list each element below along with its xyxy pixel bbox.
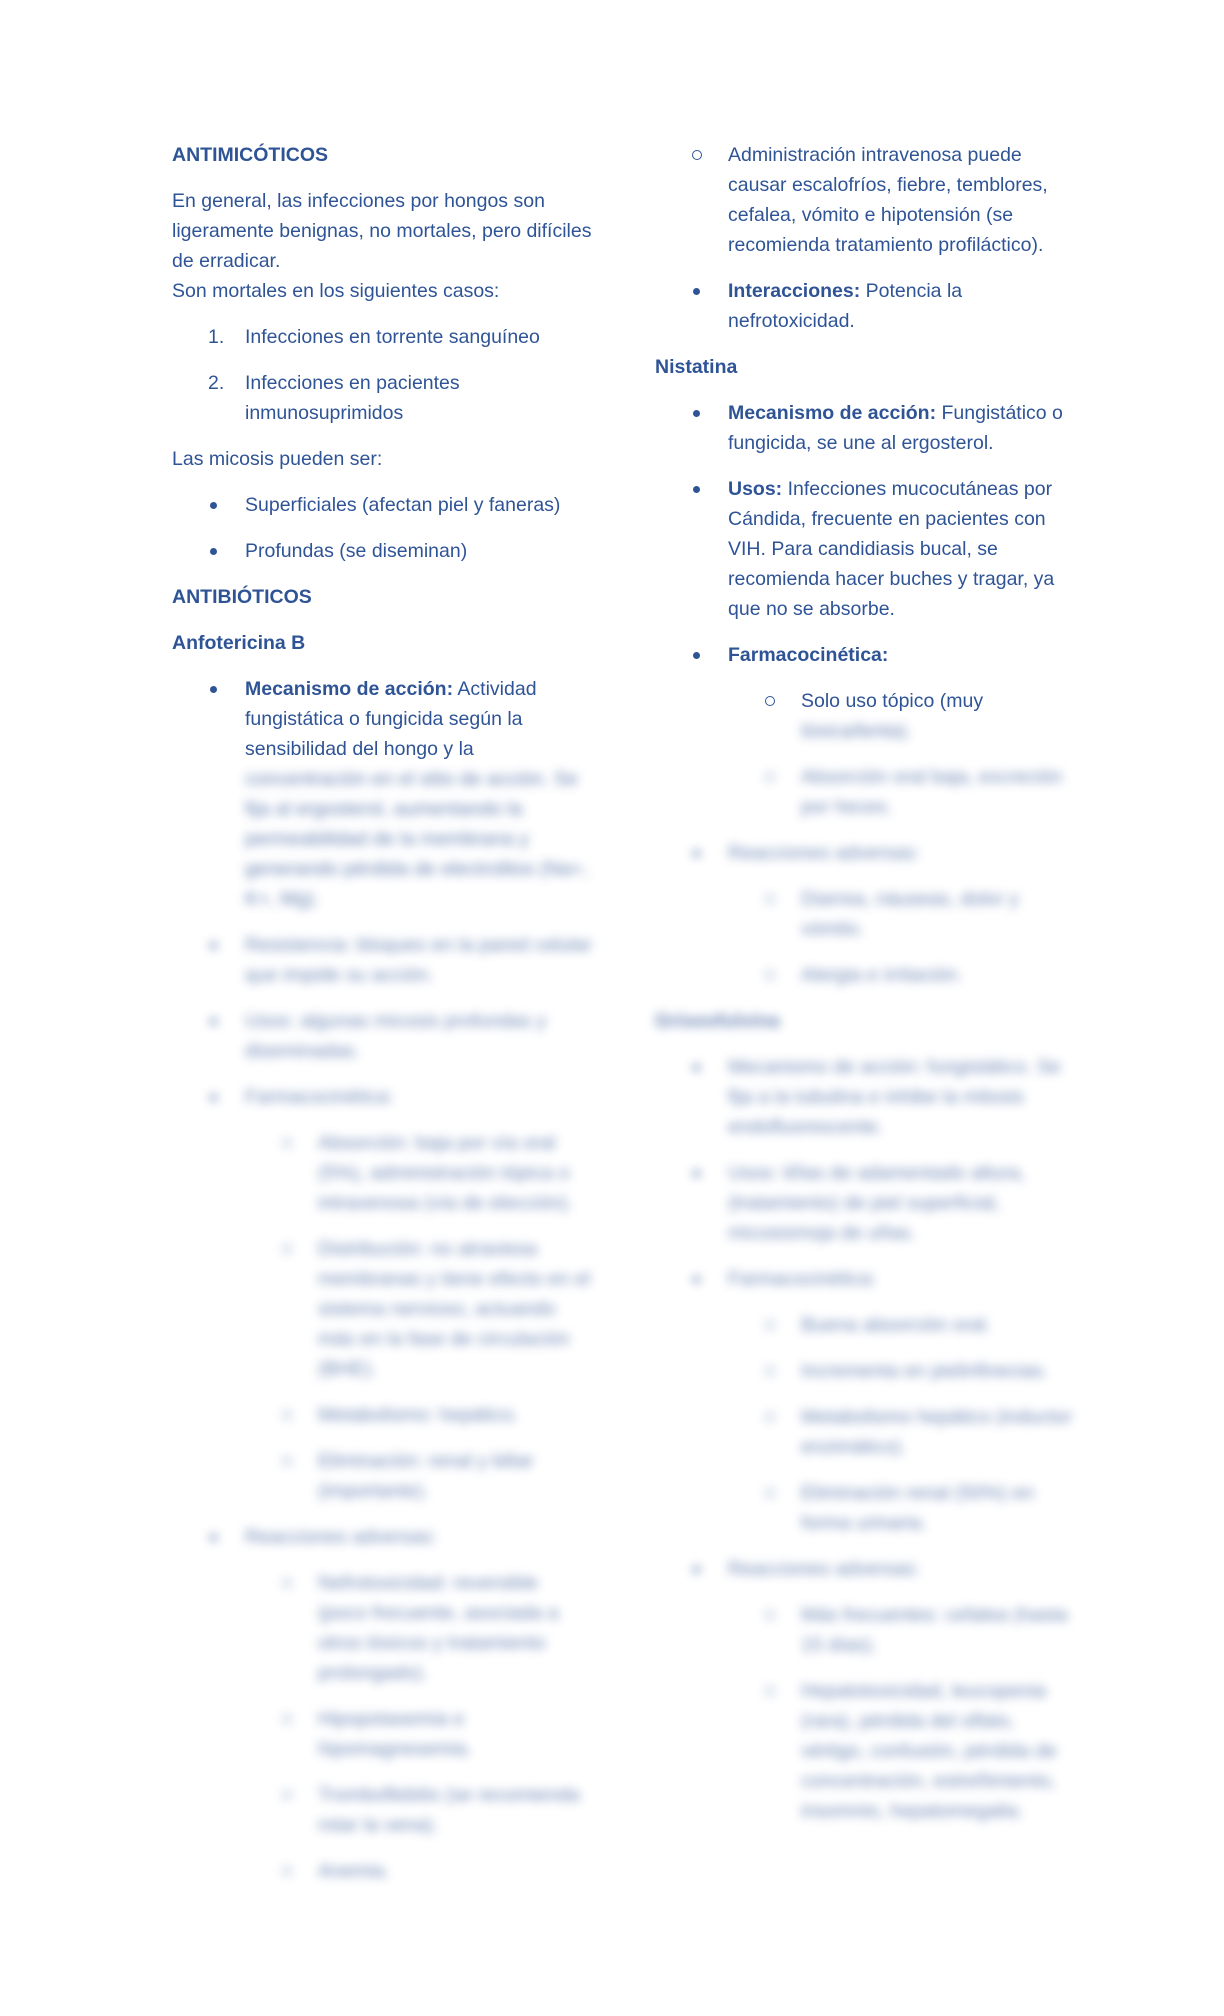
- circle-bullet-icon: [282, 1138, 292, 1148]
- list-item: [655, 276, 1075, 336]
- section-title-nistatina: Nistatina: [655, 356, 738, 378]
- sublist-item: [245, 1704, 592, 1764]
- section-title-anfotericina: Anfotericina B: [172, 632, 306, 654]
- blurred-text: Alergia e irritación.: [801, 964, 963, 986]
- circle-bullet-icon: [282, 1790, 292, 1800]
- bullet-icon: [693, 1566, 700, 1573]
- list-item: [655, 640, 1075, 822]
- sublist-item: [245, 1568, 592, 1688]
- bullet-icon: [693, 1170, 700, 1177]
- blurred-text: Reacciones adversas:: [245, 1526, 437, 1548]
- circle-bullet-icon: [282, 1714, 292, 1724]
- section-title-antibioticos: ANTIBIÓTICOS: [172, 586, 312, 608]
- sublist-item: [728, 1478, 1075, 1538]
- sublist-item: [728, 960, 1075, 990]
- sublist-item: [245, 1128, 592, 1218]
- intro-text-2: Son mortales en los siguientes casos:: [172, 280, 500, 302]
- sublist-item-text: Administración intravenosa puede causar escalofríos, fiebre, temblores, cefalea, vómito e hipotensión (se recomienda tratamiento profiláctico).: [728, 144, 1048, 256]
- item-label: Farmacocinética:: [728, 644, 889, 666]
- sublist-item: [245, 1446, 592, 1506]
- sublist-item: [728, 884, 1075, 944]
- blurred-text: Distribución: no atraviesa membranas y tiene efecto en el sistema nervioso, actuando más en la fase de circulación (BHE).: [318, 1238, 591, 1380]
- section-title-blurred: Griseofulvina: [655, 1010, 780, 1032]
- section-title-antimicoticos: ANTIMICÓTICOS: [172, 144, 328, 166]
- bullet-icon: [210, 942, 217, 949]
- blurred-text: Absorción oral baja, excreción por heces.: [801, 766, 1063, 818]
- list-item: [172, 322, 592, 352]
- list-item-text: Infecciones en pacientes inmunosuprimidos: [245, 372, 460, 424]
- sublist-item: [245, 1234, 592, 1384]
- intro-paragraph: [172, 186, 592, 306]
- right-column: [655, 140, 1075, 1842]
- blurred-text: concentración en el sitio de acción. Se fija al ergosterol, aumentando la permeabilidad de la membrana y generando pérdida de electrolitos (Na+, K+, Mg).: [245, 768, 589, 910]
- sublist-item: [655, 140, 1075, 260]
- circle-bullet-icon: [765, 1488, 775, 1498]
- bullet-icon: [210, 686, 217, 693]
- list-item: [172, 1082, 592, 1506]
- bullet-icon: [210, 1534, 217, 1541]
- circle-bullet-icon: [765, 696, 775, 706]
- micosis-types-list: [172, 490, 592, 566]
- blurred-text: Reacciones adversas:: [728, 1558, 920, 1580]
- circle-bullet-icon: [765, 1412, 775, 1422]
- blurred-text: Anemia.: [318, 1860, 390, 1882]
- item-text: Actividad fungistática o fungicida según la sensibilidad del hongo y la: [245, 678, 537, 760]
- sublist-item: [728, 1310, 1075, 1340]
- sublist-item: [728, 1402, 1075, 1462]
- circle-bullet-icon: [765, 1366, 775, 1376]
- sublist-item: [728, 762, 1075, 822]
- sublist: [245, 1568, 592, 1886]
- bullet-icon: [693, 1276, 700, 1283]
- blurred-text: Hipopotasemia e hipomagnesemia.: [318, 1708, 472, 1760]
- sublist-item: [728, 1356, 1075, 1386]
- sublist-item: [728, 1600, 1075, 1660]
- list-item: [655, 838, 1075, 990]
- blurred-text: Hepatotoxicidad, leucopenia (rara), pérdida del olfato, vértigo, confusión, pérdida de concentración, estreñimiento, insomnio, hepatomegalia.: [801, 1680, 1057, 1822]
- blurred-text: Absorción: baja por vía oral (5%), administración tópica o intravenosa (vía de elección).: [318, 1132, 573, 1214]
- bullet-icon: [693, 288, 700, 295]
- circle-bullet-icon: [765, 772, 775, 782]
- circle-bullet-icon: [282, 1410, 292, 1420]
- blurred-text: Metabolismo hepático (inductor enzimático).: [801, 1406, 1072, 1458]
- item-label: Mecanismo de acción:: [728, 402, 937, 424]
- circle-bullet-icon: [765, 1320, 775, 1330]
- sublist: [728, 1310, 1075, 1538]
- list-number: 2.: [208, 372, 225, 394]
- bullet-icon: [693, 486, 700, 493]
- bullet-icon: [210, 1094, 217, 1101]
- list-item: [172, 368, 592, 428]
- blurred-text: Nefrotoxicidad: reversible (poco frecuente, asociada a otros tóxicos y tratamiento prolongado).: [318, 1572, 559, 1684]
- list-item: [172, 490, 592, 520]
- list-item: [172, 930, 592, 990]
- bullet-icon: [693, 652, 700, 659]
- blurred-text: tóxica/lenta).: [801, 720, 912, 742]
- sublist: [655, 140, 1075, 260]
- bullet-icon: [210, 1018, 217, 1025]
- blurred-text: Eliminación renal (50%) en forma urinaria.: [801, 1482, 1035, 1534]
- list-item-text: Profundas (se diseminan): [245, 540, 468, 562]
- circle-bullet-icon: [765, 1686, 775, 1696]
- list-item: [172, 1006, 592, 1066]
- sublist: [728, 884, 1075, 990]
- bullet-icon: [210, 548, 217, 555]
- micosis-intro: Las micosis pueden ser:: [172, 448, 383, 470]
- item-text: Infecciones mucocutáneas por Cándida, frecuente en pacientes con VIH. Para candidiasis bucal, se recomienda hacer buches y tragar, ya que no se absorbe.: [728, 478, 1055, 620]
- list-item: [655, 1554, 1075, 1826]
- anfotericina-list: [172, 674, 592, 1886]
- blurred-text: Usos: tiñas de adamentado altura, (tratamiento) de piel superficial, micosismoja de uñas.: [728, 1162, 1026, 1244]
- list-number: 1.: [208, 326, 225, 348]
- circle-bullet-icon: [282, 1244, 292, 1254]
- bullet-icon: [210, 502, 217, 509]
- blurred-text: Buena absorción oral.: [801, 1314, 991, 1336]
- list-item-text: Superficiales (afectan piel y faneras): [245, 494, 561, 516]
- item-label: Interacciones:: [728, 280, 861, 302]
- circle-bullet-icon: [282, 1866, 292, 1876]
- sublist-item: [728, 686, 1075, 746]
- list-item: [655, 474, 1075, 624]
- sublist-item-text: Solo uso tópico (muy: [801, 690, 984, 712]
- blurred-text: Farmacocinética:: [728, 1268, 877, 1290]
- circle-bullet-icon: [765, 970, 775, 980]
- bullet-icon: [693, 1064, 700, 1071]
- sublist: [728, 686, 1075, 822]
- item-label: Mecanismo de acción:: [245, 678, 454, 700]
- intro-text: En general, las infecciones por hongos son ligeramente benignas, no mortales, pero difíciles de erradicar.: [172, 190, 592, 272]
- item-text: Fungistático o fungicida, se une al ergosterol.: [728, 402, 1063, 454]
- list-item: [655, 1052, 1075, 1142]
- circle-bullet-icon: [765, 894, 775, 904]
- blurred-list: [655, 1052, 1075, 1826]
- blurred-text: Diarrea, náuseas, dolor y vómito.: [801, 888, 1019, 940]
- circle-bullet-icon: [282, 1456, 292, 1466]
- list-item-text: Infecciones en torrente sanguíneo: [245, 326, 540, 348]
- circle-bullet-icon: [282, 1578, 292, 1588]
- list-item: [172, 674, 592, 914]
- item-label: Usos:: [728, 478, 783, 500]
- bullet-icon: [693, 410, 700, 417]
- list-item: [655, 398, 1075, 458]
- mortal-cases-list: [172, 322, 592, 428]
- circle-bullet-icon: [765, 1610, 775, 1620]
- interacciones-list: [655, 276, 1075, 336]
- nistatina-list: [655, 398, 1075, 990]
- blurred-text: Metabolismo: hepático.: [318, 1404, 519, 1426]
- list-item: [655, 1264, 1075, 1538]
- circle-bullet-icon: [692, 150, 702, 160]
- bullet-icon: [693, 850, 700, 857]
- list-item: [172, 1522, 592, 1886]
- sublist-item: [245, 1400, 592, 1430]
- blurred-text: Mecanismo de acción: fungistático. Se fija a la tubulina e inhibe la mitosis endofluorescente.: [728, 1056, 1061, 1138]
- list-item: [172, 536, 592, 566]
- sublist-item: [728, 1676, 1075, 1826]
- blurred-text: Reacciones adversas:: [728, 842, 920, 864]
- blurred-text: Tromboflebitis (se recomienda rotar la vena).: [318, 1784, 580, 1836]
- blurred-text: Usos: algunas micosis profundas y diseminadas.: [245, 1010, 547, 1062]
- sublist-item: [245, 1780, 592, 1840]
- blurred-text: Farmacocinética:: [245, 1086, 394, 1108]
- blurred-text: Eliminación: renal y biliar (importante).: [318, 1450, 534, 1502]
- sublist: [245, 1128, 592, 1506]
- item-text: Potencia la nefrotoxicidad.: [728, 280, 963, 332]
- sublist-item: [245, 1856, 592, 1886]
- blurred-text: Más frecuentes: cefalea (hasta 15 días).: [801, 1604, 1068, 1656]
- sublist: [728, 1600, 1075, 1826]
- blurred-text: Resistencia: bloqueo en la pared celular que impide su acción.: [245, 934, 592, 986]
- list-item: [655, 1158, 1075, 1248]
- left-column: [172, 140, 592, 1902]
- blurred-text: Incrementa en pielinfinecias.: [801, 1360, 1049, 1382]
